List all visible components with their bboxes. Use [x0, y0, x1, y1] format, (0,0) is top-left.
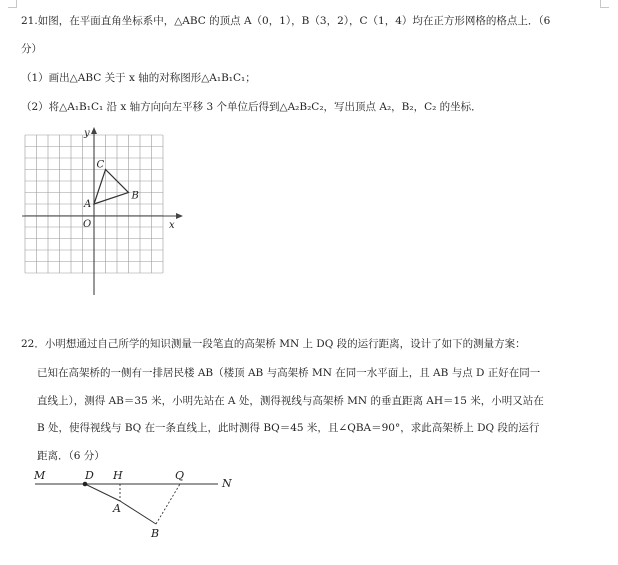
x-axis-arrow [176, 213, 183, 219]
segment-da [85, 484, 120, 501]
q21-stem-line2: 分） [21, 43, 42, 55]
point-a-label: A [84, 199, 92, 210]
label-b: B [151, 527, 160, 540]
q22-stem-line3: 直线上），测得 AB＝35 米，小明先站在 A 处，测得视线与高架桥 MN 的垂直距离 AH＝15 米，小明又站在 [37, 395, 544, 407]
point-c-label: C [96, 159, 105, 171]
y-axis-arrow [91, 127, 97, 134]
page-corner-mark-left [8, 0, 17, 8]
y-axis-label: y [84, 128, 90, 139]
triangle-abc [94, 170, 129, 205]
q22-bridge-figure [30, 462, 250, 547]
point-b-label: B [131, 190, 139, 202]
q21-part2: （2）将△A₁B₁C₁ 沿 x 轴方向向左平移 3 个单位后得到△A₂B₂C₂，写出顶点 A₂，B₂，C₂ 的坐标． [21, 101, 482, 113]
segment-bq-dashed [156, 484, 180, 524]
segment-ab [120, 501, 156, 524]
q21-stem-line1: 21.如图，在平面直角坐标系中，△ABC 的顶点 A（0，1），B（3，2），C（1，4）均在正方形网格的格点上．（6 [21, 15, 551, 27]
origin-label: O [83, 219, 92, 230]
label-m: M [34, 469, 46, 482]
q22-stem-line5: 距离．（6 分） [37, 450, 105, 462]
point-d-dot [83, 482, 88, 487]
x-axis-label: x [169, 220, 175, 231]
label-a: A [113, 502, 121, 515]
q22-stem-line1: 22．小明想通过自己所学的知识测量一段笔直的高架桥 MN 上 DQ 段的运行距离，设计了如下的测量方案： [21, 338, 526, 350]
label-d: D [85, 469, 94, 482]
q21-part1: （1）画出△ABC 关于 x 轴的对称图形△A₁B₁C₁； [21, 72, 256, 84]
label-q: Q [175, 469, 185, 482]
q21-coordinate-figure [14, 125, 194, 300]
page-corner-mark-right [600, 0, 609, 8]
label-h: H [113, 469, 123, 482]
q22-stem-line4: B 处，使得视线与 BQ 在一条直线上，此时测得 BQ＝45 米，且∠QBA＝90°，求此高架桥上 DQ 段的运行 [37, 422, 540, 434]
label-n: N [222, 477, 232, 490]
q22-stem-line2: 已知在高架桥的一侧有一排居民楼 AB（楼顶 AB 与高架桥 MN 在同一水平面上，且 AB 与点 D 正好在同一 [37, 367, 541, 379]
